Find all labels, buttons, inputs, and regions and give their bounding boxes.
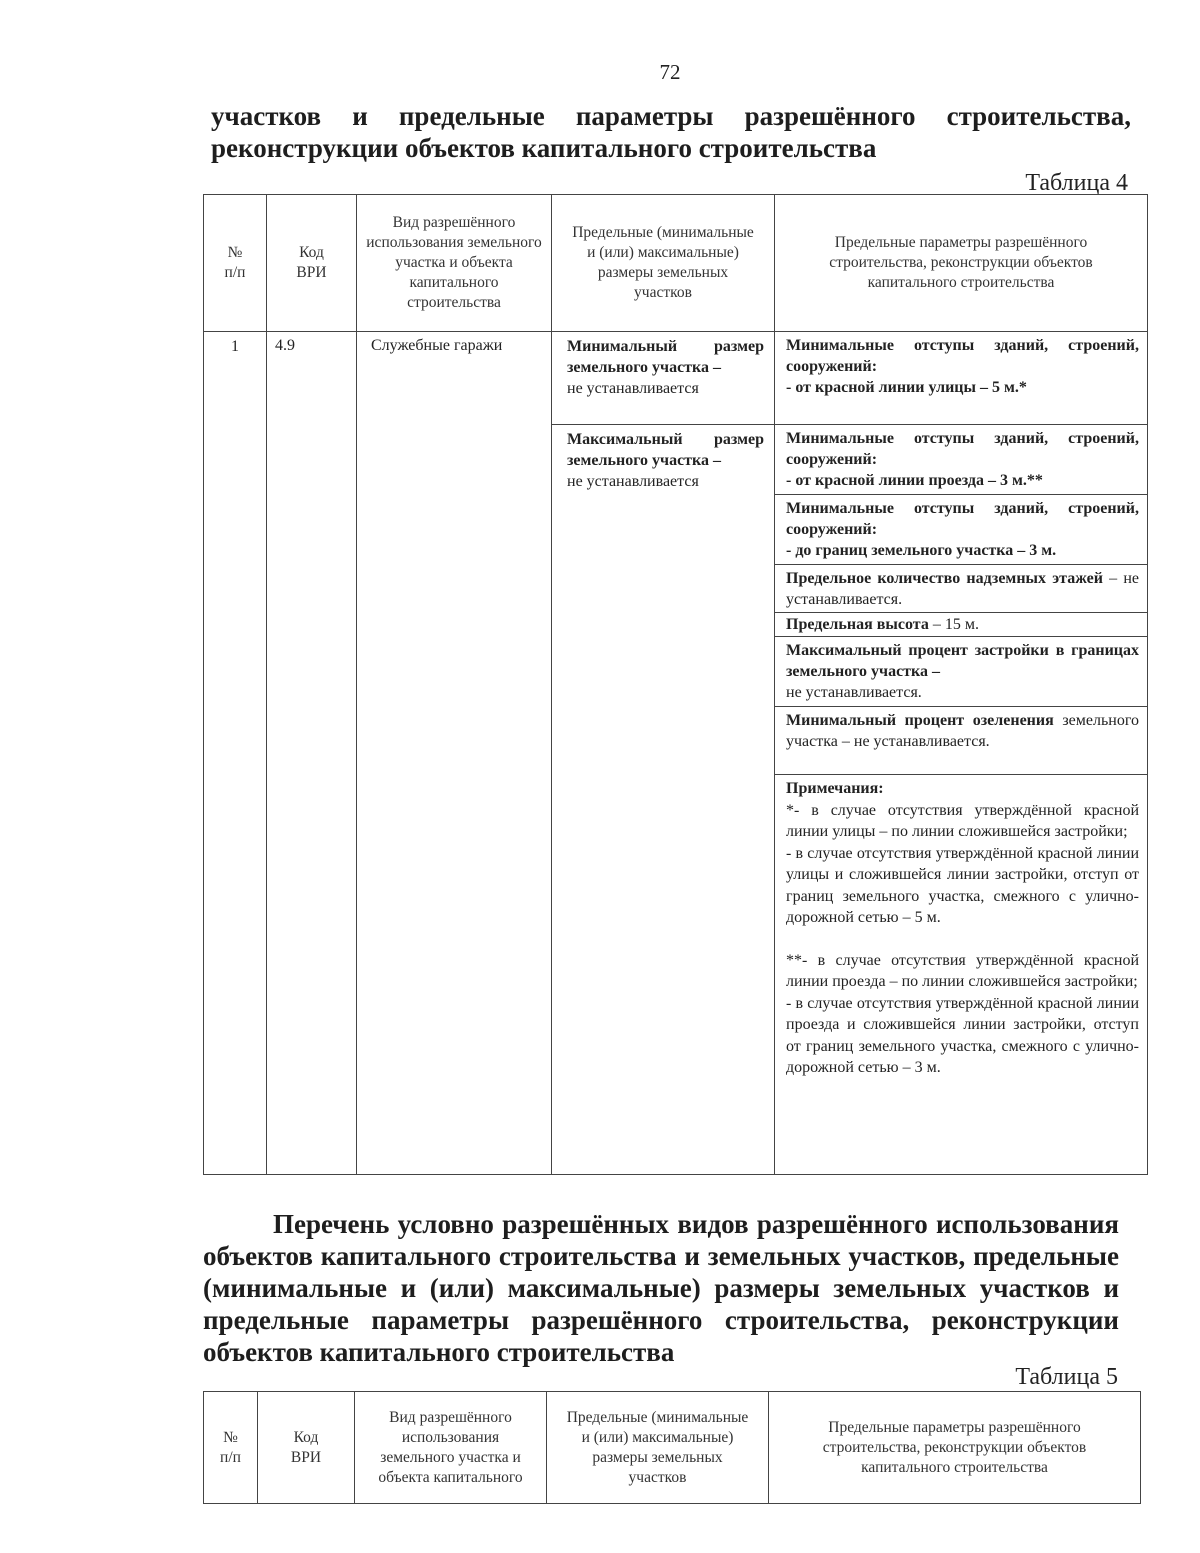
note-4: - в случае отсутствия утверждённой красной линии проезда и сложившейся линии застройки, отступ от границ земельного участка, смежного с улично-дорожной сетью – 3 м. <box>786 994 1139 1076</box>
header-params <box>775 195 1148 332</box>
param-floors-title: Предельное количество надземных этажей <box>786 570 1103 587</box>
header-code-text: Код ВРИ <box>296 244 327 281</box>
table-5-label: Таблица 5 <box>1015 1364 1118 1390</box>
param-setback-street-title: Минимальные отступы зданий, строений, сооружений: <box>786 337 1139 375</box>
header-use-type-text: Вид разрешённого использования земельного участка и объекта капитального <box>378 1408 523 1486</box>
header-params <box>769 1392 1141 1504</box>
param-setback-driveway-title: Минимальные отступы зданий, строений, сооружений: <box>786 430 1139 468</box>
header-number <box>204 195 267 332</box>
note-1: *- в случае отсутствия утверждённой красной линии улицы – по линии сложившейся застройки; <box>786 801 1139 840</box>
param-height-title: Предельная высота <box>786 616 929 633</box>
max-size-cell <box>552 425 775 1175</box>
header-use-type <box>355 1392 547 1504</box>
notes-title: Примечания: <box>786 780 884 797</box>
header-number-text: № п/п <box>224 244 246 281</box>
min-size-cell <box>552 332 775 425</box>
param-greening-value: земельного участка – не устанавливается. <box>786 712 1140 750</box>
notes-cell <box>775 775 1148 1175</box>
header-sizes <box>547 1392 769 1504</box>
param-height-value: – 15 м. <box>928 616 979 633</box>
param-coverage-value: не устанавливается. <box>786 684 922 701</box>
param-setback-boundary-title: Минимальные отступы зданий, строений, сооружений: <box>786 500 1139 538</box>
row-use-type: Служебные гаражи <box>371 337 503 354</box>
param-floors-value: – не устанавливается. <box>786 570 1139 608</box>
row-code-cell <box>267 332 357 1175</box>
min-size-value: не устанавливается <box>567 380 699 397</box>
header-params-text: Предельные параметры разрешённого строительства, реконструкции объектов капитального строительства <box>829 234 1093 291</box>
param-setback-boundary-value: - до границ земельного участка – 3 м. <box>786 542 1057 559</box>
param-greening-cell <box>775 707 1148 775</box>
header-number <box>204 1392 258 1504</box>
section-heading-conditional-uses: Перечень условно разрешённых видов разрешённого использования объектов капитального строительства и земельных участков, предельные (минимальные и (или) максимальные) размеры земельных участков и предельные параметры разрешённого строительства, реконструкции объектов капитального строительства <box>203 1209 1119 1367</box>
table-5 <box>203 1391 1141 1504</box>
table-header-row <box>204 1392 1141 1504</box>
header-sizes <box>552 195 775 332</box>
param-setback-street-cell <box>775 332 1148 425</box>
max-size-value: не устанавливается <box>567 473 699 490</box>
param-setback-driveway-cell <box>775 425 1148 495</box>
page-number: 72 <box>659 60 681 84</box>
min-size-title: Минимальный размер земельного участка – <box>567 338 764 376</box>
header-code <box>267 195 357 332</box>
table-header-row <box>204 195 1148 332</box>
param-floors-cell <box>775 565 1148 613</box>
header-sizes-text: Предельные (минимальные и (или) максимальные) размеры земельных участков <box>566 1408 749 1486</box>
row-number: 1 <box>231 338 239 355</box>
param-setback-boundary-cell <box>775 495 1148 565</box>
header-params-text: Предельные параметры разрешённого строительства, реконструкции объектов капитального строительства <box>822 1418 1087 1476</box>
param-setback-driveway-value: - от красной линии проезда – 3 м.** <box>786 472 1043 489</box>
param-height-cell <box>775 613 1148 637</box>
max-size-title: Максимальный размер земельного участка – <box>567 431 764 469</box>
table-4 <box>203 194 1148 1175</box>
param-coverage-title: Максимальный процент застройки в границах земельного участка – <box>786 642 1139 680</box>
note-2: - в случае отсутствия утверждённой красной линии улицы и сложившейся линии застройки, отступ от границ земельного участка, смежного с улично-дорожной сетью – 5 м. <box>786 844 1139 926</box>
table-4-label: Таблица 4 <box>1025 170 1128 196</box>
row-code: 4.9 <box>275 337 295 354</box>
header-use-type-text: Вид разрешённого использования земельного участка и объекта капитального строительства <box>366 214 542 311</box>
note-3: **- в случае отсутствия утверждённой красной линии проезда – по линии сложившейся застройки; <box>786 951 1139 990</box>
row-use-type-cell <box>357 332 552 1175</box>
section-heading-continued: участков и предельные параметры разрешённого строительства, реконструкции объектов капитального строительства <box>211 101 1131 163</box>
header-code <box>258 1392 355 1504</box>
header-sizes-text: Предельные (минимальные и (или) максимальные) размеры земельных участков <box>572 224 754 301</box>
param-greening-title: Минимальный процент озеленения <box>786 712 1054 729</box>
param-coverage-cell <box>775 637 1148 707</box>
header-number-text: № п/п <box>220 1428 241 1466</box>
header-use-type <box>357 195 552 332</box>
header-code-text: Код ВРИ <box>290 1428 322 1466</box>
table-row <box>204 332 1148 425</box>
param-setback-street-value: - от красной линии улицы – 5 м.* <box>786 379 1027 396</box>
row-number-cell <box>204 332 267 1175</box>
